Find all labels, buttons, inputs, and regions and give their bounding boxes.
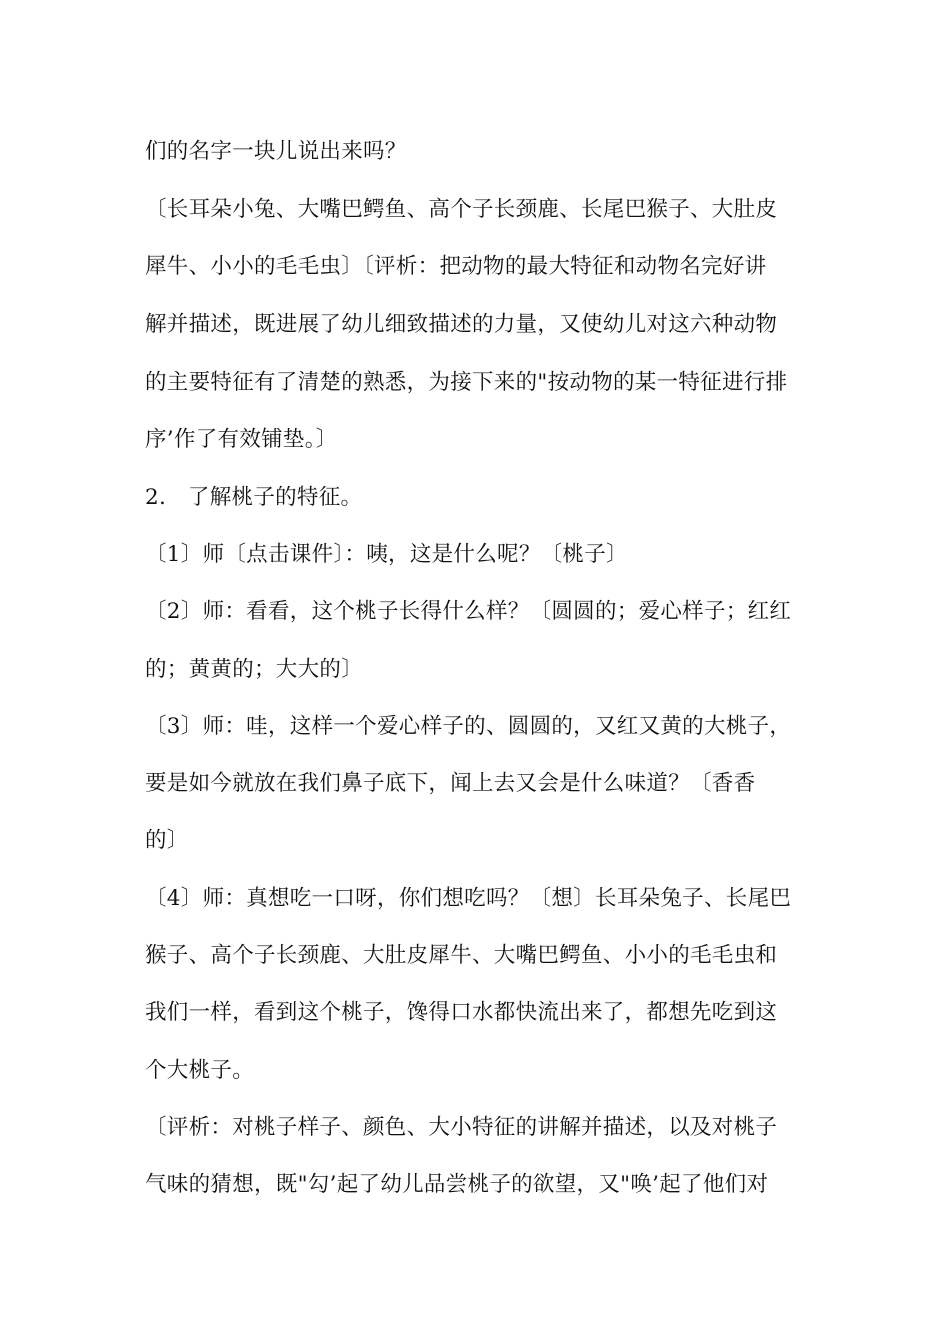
text-line: 个大桃子。	[145, 1058, 255, 1083]
text-line: 犀牛、小小的毛毛虫〕〔评析：把动物的最大特征和动物名完好讲	[145, 254, 767, 279]
text-line: 的〕	[145, 828, 189, 853]
text-line: 序’作了有效铺垫。〕	[145, 427, 338, 452]
text-line: 气味的猜想，既"勾’起了幼儿品尝桃子的欲望，又"唤’起了他们对	[145, 1172, 769, 1197]
text-line: 〔评析：对桃子样子、颜色、大小特征的讲解并描述，以及对桃子	[145, 1115, 778, 1140]
text-line: 要是如今就放在我们鼻子底下，闻上去又会是什么味道？〔香香	[145, 771, 756, 796]
text-line: 的；黄黄的；大大的〕	[145, 657, 364, 682]
text-line: 〔4〕师：真想吃一口呀，你们想吃吗？〔想〕长耳朵兔子、长尾巴	[145, 886, 792, 911]
text-line: 我们一样，看到这个桃子，馋得口水都快流出来了，都想先吃到这	[145, 1000, 778, 1025]
text-line: 〔3〕师：哇，这样一个爱心样子的、圆圆的，又红又黄的大桃子，	[145, 714, 792, 739]
text-line: 〔长耳朵小兔、大嘴巴鳄鱼、高个子长颈鹿、长尾巴猴子、大肚皮	[145, 197, 778, 222]
text-line: 们的名字一块儿说出来吗？	[145, 139, 407, 164]
section-heading: 2. 了解桃子的特征。	[145, 485, 363, 510]
text-line: 解并描述，既进展了幼儿细致描述的力量，又使幼儿对这六种动物	[145, 312, 778, 337]
text-line: 猴子、高个子长颈鹿、大肚皮犀牛、大嘴巴鳄鱼、小小的毛毛虫和	[145, 943, 778, 968]
text-line: 〔2〕师：看看，这个桃子长得什么样？〔圆圆的；爱心样子；红红	[145, 599, 792, 624]
text-line: 〔1〕师〔点击课件〕：咦，这是什么呢？〔桃子〕	[145, 542, 628, 567]
text-line: 的主要特征有了清楚的熟悉，为接下来的"按动物的某一特征进行排	[145, 370, 788, 395]
